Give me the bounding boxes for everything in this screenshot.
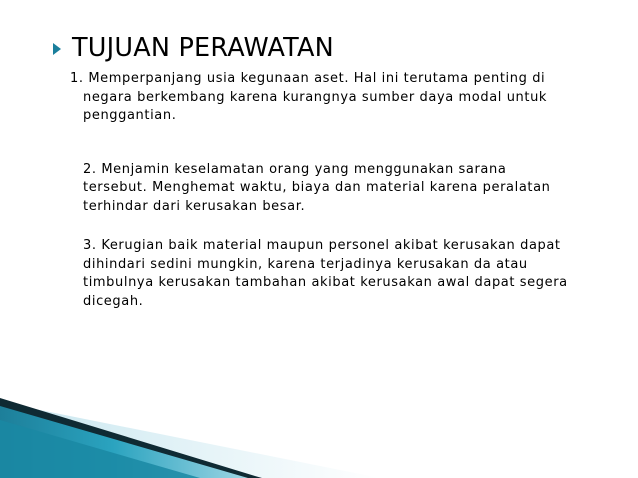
paragraph-3: 3. Kerugian baik material maupun personel akibat kerusakan dapat dihindari sedini mungkin, karena terjadinya kerusakan da atau timbulnya kerusakan tambahan akibat kerusakan awal dapat segera dicegah. [83,238,568,309]
paragraph-2: 2. Menjamin keselamatan orang yang menggunakan sarana tersebut. Menghemat waktu, biaya dan material karena peralatan terhindar dari kerusakan besar. [83,161,551,214]
slide-body [70,70,570,311]
paragraph-1: 1. Memperpanjang usia kegunaan aset. Hal ini terutama penting di negara berkembang karena kurangnya sumber daya modal untuk penggantian. [70,71,548,123]
slide-title: TUJUAN PERAWATAN [72,33,334,63]
corner-decoration [0,380,638,478]
triangle-right-icon [52,42,62,56]
